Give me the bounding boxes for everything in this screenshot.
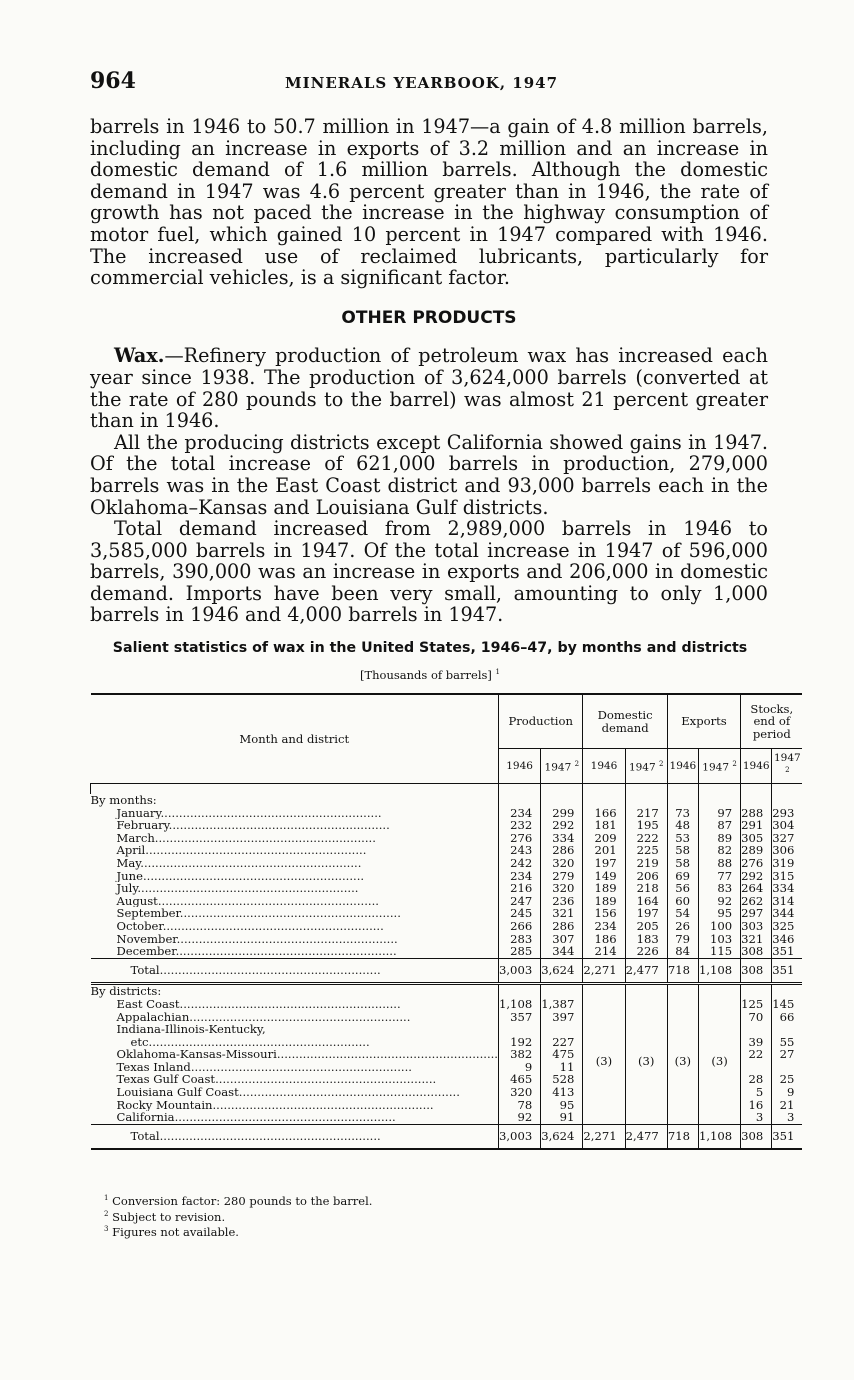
table-cell: 54	[667, 907, 698, 920]
table-cell: 219	[625, 857, 667, 870]
year-header: 1947 $^2$	[698, 749, 740, 784]
table-cell: 234	[583, 920, 625, 933]
row-label: May............................................................	[116, 856, 362, 870]
table-cell: 351	[772, 1124, 803, 1149]
table-cell: 320	[541, 857, 583, 870]
table-cell: 66	[772, 1011, 803, 1024]
table-cell: 97	[698, 807, 740, 820]
table-cell: 413	[541, 1086, 583, 1099]
table-cell: 214	[583, 945, 625, 958]
table-cell: 91	[541, 1111, 583, 1124]
table-cell: 293	[772, 807, 803, 820]
table-cell	[772, 1023, 803, 1036]
year-header: 1946	[583, 749, 625, 784]
row-label: November............................................................	[116, 932, 398, 946]
table-cell	[667, 794, 698, 807]
table-cell: 48	[667, 819, 698, 832]
table-cell: 53	[667, 832, 698, 845]
table-cell: 5	[741, 1086, 772, 1099]
table-cell: 195	[625, 819, 667, 832]
table-cell: 166	[583, 807, 625, 820]
table-cell	[541, 794, 583, 807]
table-cell	[499, 1023, 541, 1036]
table-cell: 9	[499, 1061, 541, 1074]
not-available: (3)	[625, 998, 667, 1124]
running-head: MINERALS YEARBOOK, 1947	[285, 74, 559, 92]
table-cell: 89	[698, 832, 740, 845]
table-cell: 283	[499, 933, 541, 946]
row-label: East Coast............................................................	[116, 997, 401, 1011]
table-cell: 308	[741, 945, 772, 958]
table-row	[91, 832, 803, 845]
table-cell: 315	[772, 870, 803, 883]
table-cell	[772, 984, 803, 998]
row-label: Texas Gulf Coast............................................................	[116, 1073, 437, 1087]
page-number: 964	[90, 68, 136, 94]
footnote: $^1$ Conversion factor: 280 pounds to the barrel.	[104, 1193, 373, 1208]
table-title: Salient statistics of wax in the United States, 1946–47, by months and districts	[112, 640, 748, 656]
table-cell: 149	[583, 870, 625, 883]
table-cell: 205	[625, 920, 667, 933]
table-cell	[625, 984, 667, 998]
table-subtitle	[90, 668, 770, 682]
table-cell: 232	[499, 819, 541, 832]
table-row	[91, 882, 803, 895]
row-label: June............................................................	[116, 869, 365, 883]
table-cell: 3	[772, 1111, 803, 1124]
table-cell: 234	[499, 870, 541, 883]
table-cell: 222	[625, 832, 667, 845]
row-label: etc............................................................	[130, 1035, 370, 1049]
table-row	[91, 807, 803, 820]
row-label: Indiana-Illinois-Kentucky,	[116, 1023, 266, 1036]
table-cell: 314	[772, 895, 803, 908]
group-header: Stocks, end of period	[741, 694, 803, 749]
table-row	[91, 895, 803, 908]
table-cell: 73	[667, 807, 698, 820]
year-header: 1946	[499, 749, 541, 784]
table-cell: 306	[772, 844, 803, 857]
table-cell: 243	[499, 844, 541, 857]
table-cell	[667, 984, 698, 998]
table-cell: 201	[583, 844, 625, 857]
table-cell: 475	[541, 1048, 583, 1061]
row-label: April............................................................	[116, 844, 367, 857]
table-cell: 285	[499, 945, 541, 958]
table-cell: 21	[772, 1099, 803, 1112]
stub-header: Month and district	[91, 694, 499, 784]
table-cell: 77	[698, 870, 740, 883]
table-cell	[499, 984, 541, 998]
table-cell	[667, 784, 698, 795]
table-cell: 189	[583, 882, 625, 895]
table-cell	[541, 1023, 583, 1036]
table-cell	[583, 794, 625, 807]
table-cell: 334	[772, 882, 803, 895]
year-header: 1947 $^2$	[625, 749, 667, 784]
year-header: 1947 $^2$	[541, 749, 583, 784]
table-cell: 2,477	[625, 1124, 667, 1149]
table-cell: 217	[625, 807, 667, 820]
table-cell: 22	[741, 1048, 772, 1061]
table-cell: 344	[541, 945, 583, 958]
table-cell: 28	[741, 1073, 772, 1086]
table-cell: 1,108	[499, 998, 541, 1011]
table-cell: 3,624	[541, 958, 583, 984]
table-row	[91, 844, 803, 857]
table-cell: 264	[741, 882, 772, 895]
table-cell: 192	[499, 1036, 541, 1049]
table-cell: 9	[772, 1086, 803, 1099]
table-cell: 78	[499, 1099, 541, 1112]
row-label: October............................................................	[116, 919, 384, 933]
table-cell	[541, 784, 583, 795]
table-cell: 2,271	[583, 958, 625, 984]
table-cell: 92	[698, 895, 740, 908]
table-cell: 319	[772, 857, 803, 870]
table-cell: 303	[741, 920, 772, 933]
table-cell: 346	[772, 933, 803, 946]
table-cell: 382	[499, 1048, 541, 1061]
table-cell: 87	[698, 819, 740, 832]
table-cell: 225	[625, 844, 667, 857]
table-cell	[698, 794, 740, 807]
table-cell: 1,108	[698, 958, 740, 984]
table-cell: 103	[698, 933, 740, 946]
paragraph-continued: barrels in 1946 to 50.7 million in 1947—a gain of 4.8 million barrels, including an increase in exports of 3.2 million and an increase in domestic demand of 1.6 million barrels. Although the domestic demand in 1947 was 4.6 percent greater than in 1946, the rate of growth has not paced the increase in the highway consumption of motor fuel, which gained 10 percent in 1947 compared with 1946. The increased use of reclaimed lubricants, particularly for commercial vehicles, is a significant factor.	[90, 115, 768, 290]
table-cell: 164	[625, 895, 667, 908]
table-cell: 320	[541, 882, 583, 895]
table-cell: 100	[698, 920, 740, 933]
table-cell: 27	[772, 1048, 803, 1061]
table-cell: 305	[741, 832, 772, 845]
table-cell: 56	[667, 882, 698, 895]
table-cell: 308	[741, 958, 772, 984]
table-cell: 60	[667, 895, 698, 908]
table-cell: 1,387	[541, 998, 583, 1011]
table-cell: 70	[741, 1011, 772, 1024]
districts-section	[91, 984, 803, 1150]
table-cell: 84	[667, 945, 698, 958]
table-cell: 3,624	[541, 1124, 583, 1149]
table-cell: 344	[772, 907, 803, 920]
table-cell: 308	[741, 1124, 772, 1149]
footnotes	[104, 1192, 372, 1239]
row-label: September............................................................	[116, 907, 401, 920]
table-cell: 320	[499, 1086, 541, 1099]
table-cell: 2,271	[583, 1124, 625, 1149]
paragraph-demand: Total demand increased from 2,989,000 barrels in 1946 to 3,585,000 barrels in 1947. Of the total increase in 1947 of 596,000 barrels, 390,000 was an increase in exports and 206,000 in domestic demand. Imports have been very small, amounting to only 1,000 barrels in 1946 and 4,000 barrels in 1947.	[90, 517, 768, 627]
table-cell: 286	[541, 920, 583, 933]
year-header: 1947 $^2$	[772, 749, 803, 784]
table-cell: 3,003	[499, 1124, 541, 1149]
table-subtitle-text: [Thousands of barrels]	[359, 668, 492, 682]
table-cell: 115	[698, 945, 740, 958]
total-row	[91, 1124, 803, 1149]
table-cell	[741, 794, 772, 807]
table-row	[91, 870, 803, 883]
table-cell: 58	[667, 857, 698, 870]
table-cell: 465	[499, 1073, 541, 1086]
paragraph-wax	[90, 345, 768, 431]
table-cell: 236	[541, 895, 583, 908]
table-cell: 39	[741, 1036, 772, 1049]
table-cell: 351	[772, 958, 803, 984]
table-cell: 325	[772, 920, 803, 933]
spacer-row	[91, 784, 803, 795]
table-cell: 58	[667, 844, 698, 857]
table-cell: 247	[499, 895, 541, 908]
row-label: Rocky Mountain............................................................	[116, 1098, 434, 1112]
table-cell: 145	[772, 998, 803, 1011]
year-header: 1946	[667, 749, 698, 784]
table-cell	[741, 984, 772, 998]
row-label: August............................................................	[116, 894, 379, 908]
table-cell: 321	[741, 933, 772, 946]
table-cell: 226	[625, 945, 667, 958]
table-cell: 286	[541, 844, 583, 857]
table-cell: 227	[541, 1036, 583, 1049]
section-title: OTHER PRODUCTS	[341, 307, 517, 328]
table-cell	[541, 984, 583, 998]
table-row	[91, 945, 803, 958]
table-cell	[772, 794, 803, 807]
footnote: $^2$ Subject to revision.	[104, 1209, 226, 1224]
table-cell: 288	[741, 807, 772, 820]
table-cell: 397	[541, 1011, 583, 1024]
table-row	[91, 933, 803, 946]
table-cell: 276	[741, 857, 772, 870]
group-header: Production	[499, 694, 583, 749]
table-cell: 95	[541, 1099, 583, 1112]
table-cell: 218	[625, 882, 667, 895]
row-label: Total............................................................	[91, 1124, 499, 1149]
table-cell: 266	[499, 920, 541, 933]
row-label: Louisiana Gulf Coast............................................................	[116, 1086, 460, 1099]
table-cell: 351	[772, 945, 803, 958]
table-cell	[698, 784, 740, 795]
table-cell: 197	[583, 857, 625, 870]
row-label: Total............................................................	[91, 958, 499, 984]
table-row	[91, 907, 803, 920]
footnote-ref: 1	[495, 668, 501, 677]
table-cell: 276	[499, 832, 541, 845]
table-cell: 156	[583, 907, 625, 920]
table-cell: 197	[625, 907, 667, 920]
table-cell: 82	[698, 844, 740, 857]
row-label: Texas Inland............................................................	[116, 1060, 412, 1074]
table-cell	[625, 784, 667, 795]
table-cell	[583, 984, 625, 998]
table-cell: 216	[499, 882, 541, 895]
table-row	[91, 998, 803, 1011]
table-cell: 279	[541, 870, 583, 883]
runin-heading: Wax.	[114, 344, 165, 368]
section-heading-row	[91, 794, 803, 807]
group-header: Domestic demand	[583, 694, 667, 749]
table-cell: 304	[772, 819, 803, 832]
table-cell: 186	[583, 933, 625, 946]
table-cell: 1,108	[698, 1124, 740, 1149]
section-heading-row	[91, 984, 803, 998]
row-label: By districts:	[90, 984, 162, 998]
table-cell: 292	[741, 870, 772, 883]
table-cell: 55	[772, 1036, 803, 1049]
row-label: December............................................................	[116, 945, 397, 959]
table-cell: 206	[625, 870, 667, 883]
table-cell	[698, 984, 740, 998]
table-cell	[772, 784, 803, 795]
table-cell	[499, 784, 541, 795]
table-cell: 3	[741, 1111, 772, 1124]
table-cell: 11	[541, 1061, 583, 1074]
table-row	[91, 857, 803, 870]
row-label: July............................................................	[116, 882, 359, 895]
table-cell	[625, 794, 667, 807]
row-label: Oklahoma-Kansas-Missouri............................................................	[116, 1048, 498, 1061]
table-cell: 83	[698, 882, 740, 895]
table-cell: 2,477	[625, 958, 667, 984]
table-cell: 528	[541, 1073, 583, 1086]
months-section	[91, 784, 803, 984]
table-cell: 234	[499, 807, 541, 820]
wax-statistics-table	[90, 693, 802, 1150]
table-cell	[583, 784, 625, 795]
row-label: March............................................................	[116, 831, 376, 845]
group-header: Exports	[667, 694, 740, 749]
not-available: (3)	[583, 998, 625, 1124]
table-cell: 16	[741, 1099, 772, 1112]
table-cell: 125	[741, 998, 772, 1011]
not-available: (3)	[667, 998, 698, 1124]
total-row	[91, 958, 803, 984]
table-cell: 88	[698, 857, 740, 870]
table-cell: 181	[583, 819, 625, 832]
table-cell: 307	[541, 933, 583, 946]
row-label: Appalachian............................................................	[116, 1010, 411, 1024]
table-cell: 262	[741, 895, 772, 908]
table-cell: 291	[741, 819, 772, 832]
table-cell: 297	[741, 907, 772, 920]
table-cell: 334	[541, 832, 583, 845]
table-cell: 321	[541, 907, 583, 920]
table-cell: 292	[541, 819, 583, 832]
table-row	[91, 819, 803, 832]
table-cell: 357	[499, 1011, 541, 1024]
table-cell: 245	[499, 907, 541, 920]
table-cell: 69	[667, 870, 698, 883]
table-cell	[741, 1023, 772, 1036]
table-cell: 242	[499, 857, 541, 870]
table-cell: 327	[772, 832, 803, 845]
table-cell: 718	[667, 1124, 698, 1149]
table-cell: 289	[741, 844, 772, 857]
row-label: February............................................................	[116, 819, 390, 832]
table-cell: 79	[667, 933, 698, 946]
row-label: California............................................................	[116, 1111, 396, 1125]
paragraph-wax-text: —Refinery production of petroleum wax has increased each year since 1938. The production of 3,624,000 barrels (converted at the rate of 280 pounds to the barrel) was almost 21 percent greater than in 1946.	[90, 344, 768, 433]
table-cell: 26	[667, 920, 698, 933]
table-cell: 25	[772, 1073, 803, 1086]
table-cell: 209	[583, 832, 625, 845]
table-cell: 299	[541, 807, 583, 820]
not-available: (3)	[698, 998, 740, 1124]
table-cell	[91, 784, 499, 795]
table-cell	[499, 794, 541, 807]
table-row	[91, 920, 803, 933]
table-cell: 189	[583, 895, 625, 908]
table-cell: 3,003	[499, 958, 541, 984]
table-cell: 92	[499, 1111, 541, 1124]
body-text	[90, 116, 768, 626]
paragraph-districts: All the producing districts except California showed gains in 1947. Of the total increase of 621,000 barrels in production, 279,000 barrels was in the East Coast district and 93,000 barrels each in the Oklahoma–Kansas and Louisiana Gulf districts.	[90, 430, 768, 519]
page-header	[90, 68, 770, 98]
row-label: January............................................................	[116, 806, 382, 820]
table-cell: 718	[667, 958, 698, 984]
year-header: 1946	[741, 749, 772, 784]
table-cell: 183	[625, 933, 667, 946]
table-cell	[741, 784, 772, 795]
footnote: $^3$ Figures not available.	[104, 1225, 239, 1240]
row-label: By months:	[90, 794, 157, 807]
table-cell: 95	[698, 907, 740, 920]
